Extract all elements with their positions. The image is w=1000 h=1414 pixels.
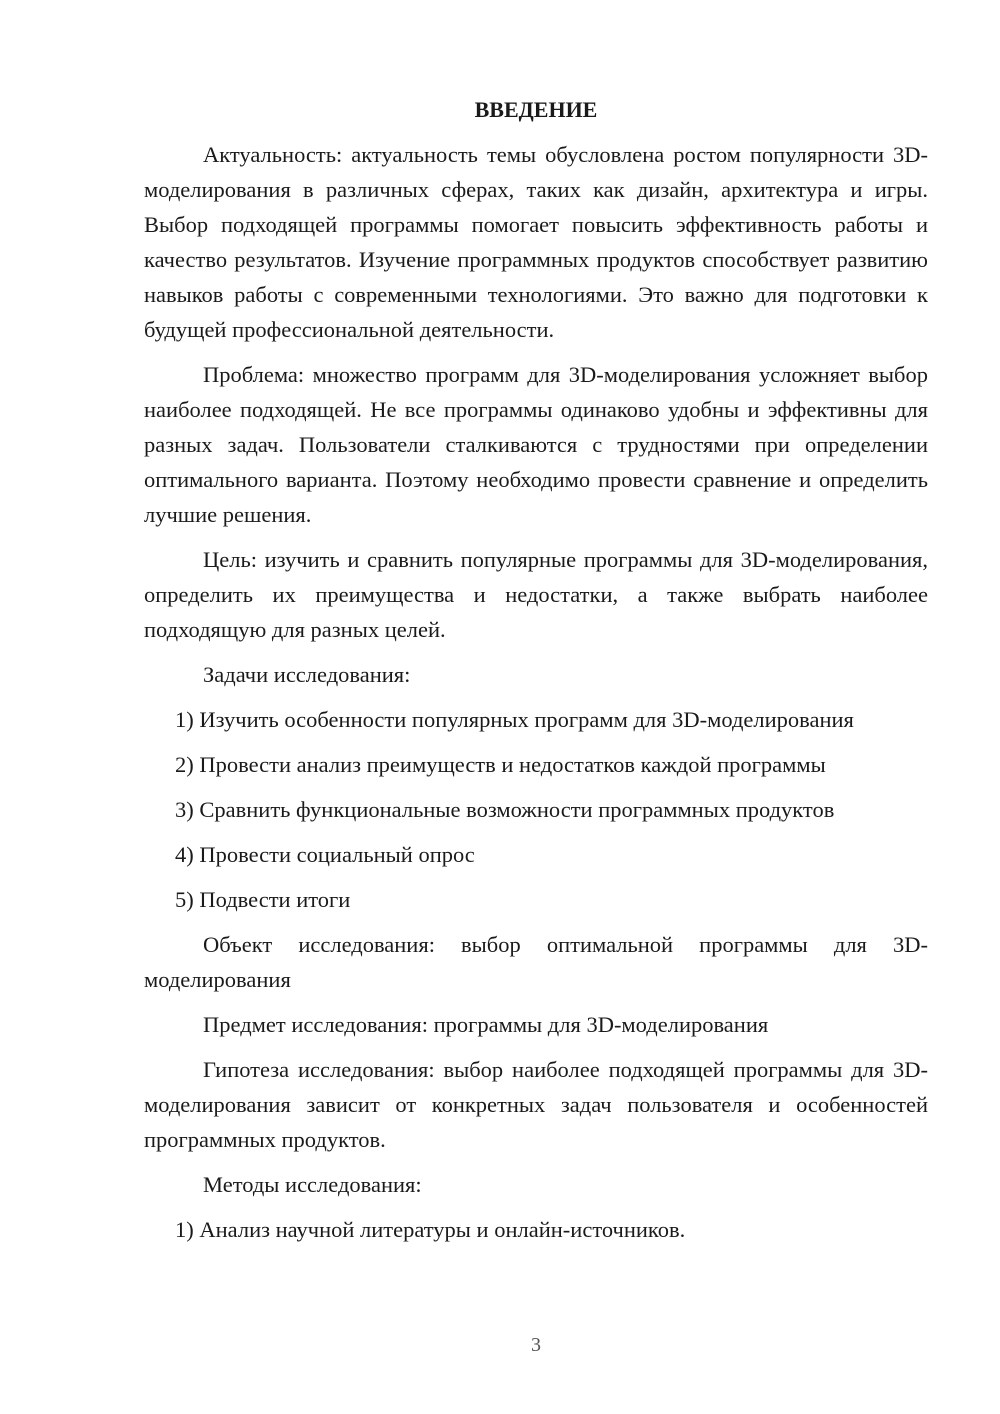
problem-paragraph: Проблема: множество программ для 3D-моделирования усложняет выбор наиболее подходящей. Не все программы одинаково удобны и эффективны для разных задач. Пользователи сталкиваются с трудностями при определении оптимального варианта. Поэтому необходимо провести сравнение и определить лучшие решения.	[144, 362, 928, 527]
section-title: ВВЕДЕНИЕ	[474, 97, 598, 122]
task-item: 2) Провести анализ преимуществ и недостатков каждой программы	[175, 752, 826, 777]
tasks-list	[144, 702, 928, 917]
object-paragraph: Объект исследования: выбор оптимальной программы для 3D-моделирования	[144, 932, 928, 992]
hypothesis-paragraph: Гипотеза исследования: выбор наиболее подходящей программы для 3D-моделирования зависит от конкретных задач пользователя и особенностей программных продуктов.	[144, 1057, 928, 1152]
relevance-paragraph: Актуальность: актуальность темы обусловлена ростом популярности 3D-моделирования в различных сферах, таких как дизайн, архитектура и игры. Выбор подходящей программы помогает повысить эффективность работы и качество результатов. Изучение программных продуктов способствует развитию навыков работы с современными технологиями. Это важно для подготовки к будущей профессиональной деятельности.	[144, 142, 928, 342]
page-body	[144, 92, 928, 1257]
task-item: 5) Подвести итоги	[175, 887, 351, 912]
subject-paragraph: Предмет исследования: программы для 3D-моделирования	[203, 1012, 769, 1037]
page-number: 3	[531, 1334, 541, 1356]
task-item: 4) Провести социальный опрос	[175, 842, 475, 867]
task-item: 3) Сравнить функциональные возможности программных продуктов	[175, 797, 835, 822]
goal-paragraph: Цель: изучить и сравнить популярные программы для 3D-моделирования, определить их преимущества и недостатки, а также выбрать наиболее подходящую для разных целей.	[144, 547, 928, 642]
method-item: 1) Анализ научной литературы и онлайн-источников.	[175, 1217, 686, 1242]
methods-list	[144, 1212, 928, 1247]
methods-heading: Методы исследования:	[203, 1172, 422, 1197]
tasks-heading: Задачи исследования:	[203, 662, 411, 687]
task-item: 1) Изучить особенности популярных программ для 3D-моделирования	[175, 707, 854, 732]
